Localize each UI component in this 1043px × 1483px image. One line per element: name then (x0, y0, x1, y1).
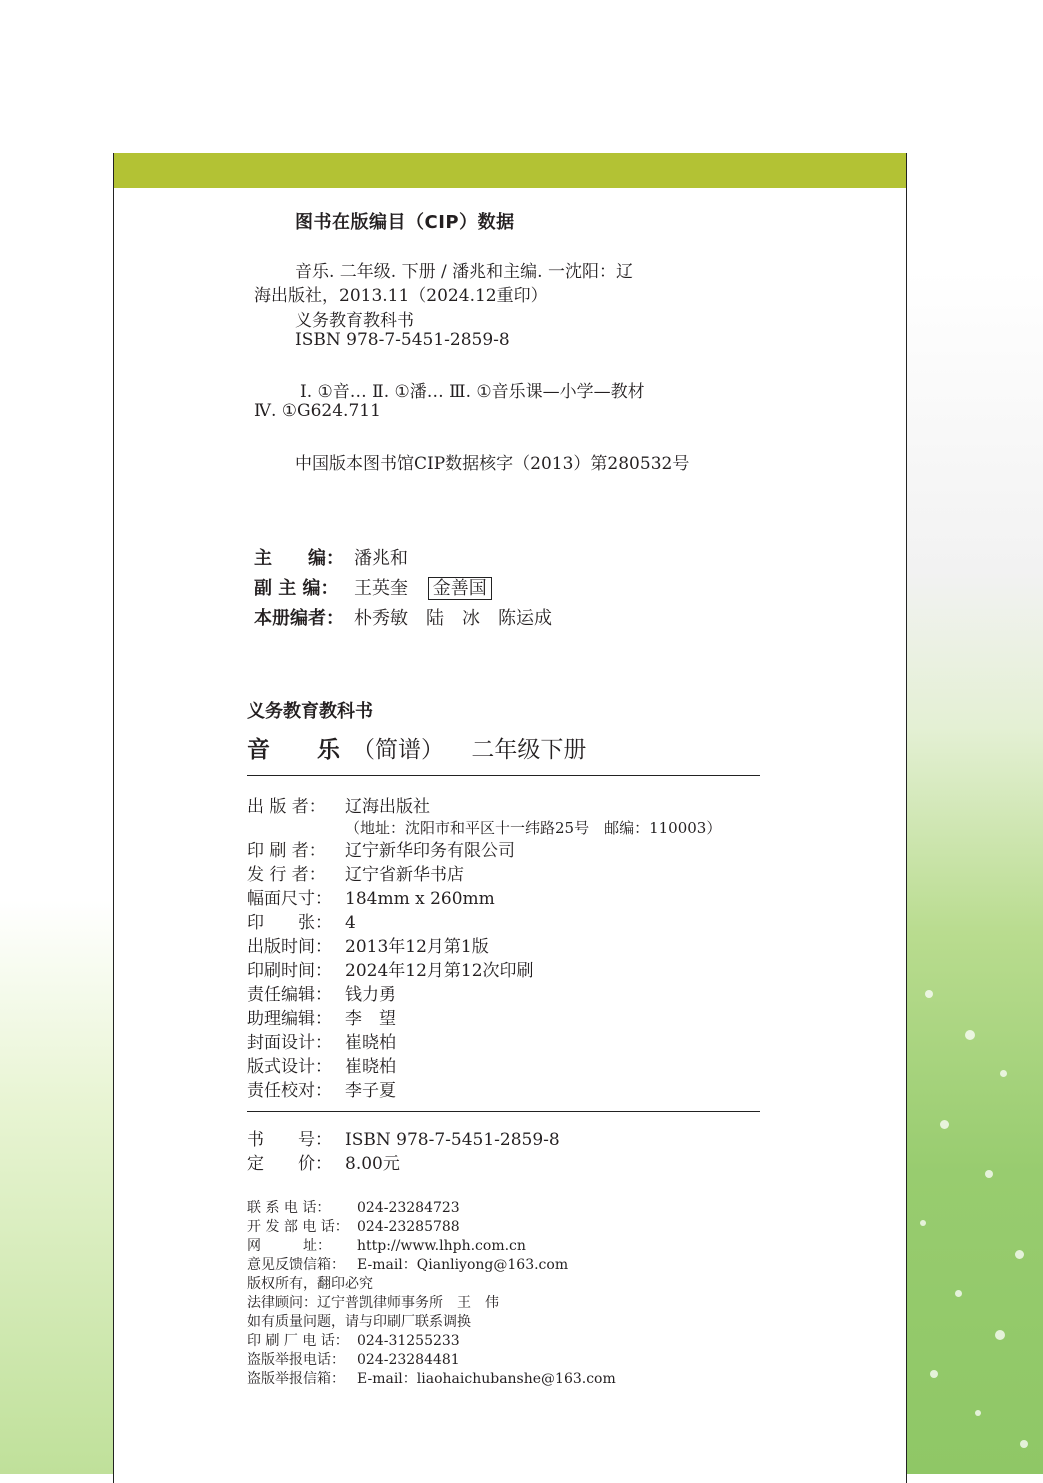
cip-line-2: 海出版社，2013.11（2024.12重印） (254, 286, 548, 306)
info-label: 助理编辑： (247, 1009, 332, 1029)
contact-row (247, 1197, 460, 1217)
contact-label: 开 发 部 电 话： (247, 1219, 349, 1235)
isbn-row (247, 1125, 560, 1150)
info-value: 2024年12月第12次印刷 (345, 961, 534, 981)
cip-line-1: 音乐. 二年级. 下册 / 潘兆和主编. 一沈阳：辽 (295, 262, 633, 282)
price-row (247, 1149, 400, 1174)
credit-chief-value: 潘兆和 (354, 548, 408, 569)
contact-value: http://www.lhph.com.cn (357, 1238, 526, 1254)
info-label: 版式设计： (247, 1057, 332, 1077)
info-row (247, 884, 495, 909)
price-value: 8.00元 (345, 1154, 400, 1174)
info-value: 4 (345, 913, 356, 933)
info-row (247, 1028, 396, 1053)
contact-value: 辽宁普凯律师事务所 王 伟 (317, 1295, 499, 1311)
info-label: 责任编辑： (247, 985, 332, 1005)
contact-row (247, 1235, 526, 1255)
info-label: 封面设计： (247, 1033, 332, 1053)
book-title (247, 731, 586, 764)
contact-label: 意见反馈信箱： (247, 1257, 345, 1273)
info-value: 辽海出版社 (345, 797, 430, 817)
info-row (247, 908, 356, 933)
credit-chief (254, 544, 408, 570)
contact-label: 盗版举报电话： (247, 1352, 345, 1368)
cip-line-3: 义务教育教科书 (295, 311, 414, 331)
credit-deputy-value-2: 金善国 (428, 577, 492, 600)
contact-value: 024-31255233 (357, 1333, 460, 1349)
info-row (247, 980, 396, 1005)
contact-label: 网 址： (247, 1238, 331, 1254)
contact-row (247, 1254, 568, 1274)
contact-row (247, 1292, 499, 1312)
contact-row (247, 1330, 460, 1350)
isbn-label: 书 号： (247, 1130, 332, 1150)
cip-line-4: ISBN 978-7-5451-2859-8 (295, 330, 510, 350)
header-band (114, 153, 906, 188)
contact-label: 印 刷 厂 电 话： (247, 1333, 349, 1349)
book-title-grade: 二年级下册 (471, 737, 587, 763)
contact-value: 如有质量问题，请与印刷厂联系调换 (247, 1314, 471, 1330)
copyright-page-card (113, 153, 907, 1483)
info-value: 184mm x 260mm (345, 889, 495, 909)
divider-2 (247, 1111, 760, 1112)
info-value: 李 望 (345, 1009, 396, 1029)
credit-editors (254, 604, 552, 630)
contact-label: 盗版举报信箱： (247, 1371, 345, 1387)
info-value: 崔晓柏 (345, 1057, 396, 1077)
contact-row (247, 1216, 460, 1236)
green-background-right (905, 270, 1043, 1474)
info-row (247, 792, 430, 817)
contact-row (247, 1349, 460, 1369)
info-value: 辽宁省新华书店 (345, 865, 464, 885)
info-label: 出版时间： (247, 937, 332, 957)
info-row (247, 956, 534, 981)
price-label: 定 价： (247, 1154, 332, 1174)
cip-line-5: Ⅰ. ①音… Ⅱ. ①潘… Ⅲ. ①音乐课—小学—教材 (300, 382, 645, 402)
credit-deputy-value-1: 王英奎 (354, 578, 408, 599)
contact-value: 024-23284723 (357, 1200, 460, 1216)
contact-value: E-mail：Qianliyong@163.com (357, 1257, 569, 1273)
divider-1 (247, 775, 760, 776)
credit-editors-value: 朴秀敏 陆 冰 陈运成 (354, 608, 552, 629)
contact-row (247, 1311, 471, 1331)
info-value: 李子夏 (345, 1081, 396, 1101)
credit-deputy (254, 574, 492, 600)
contact-value: 024-23284481 (357, 1352, 460, 1368)
info-value: 辽宁新华印务有限公司 (345, 841, 515, 861)
info-label: 发 行 者： (247, 865, 326, 885)
info-address: （地址：沈阳市和平区十一纬路25号 邮编：110003） (345, 819, 722, 837)
contact-label: 法律顾问： (247, 1295, 317, 1311)
info-label: 责任校对： (247, 1081, 332, 1101)
contact-value: 024-23285788 (357, 1219, 460, 1235)
credit-chief-label: 主 编： (254, 548, 344, 569)
info-value: 2013年12月第1版 (345, 937, 489, 957)
info-value: 崔晓柏 (345, 1033, 396, 1053)
contact-value: E-mail：liaohaichubanshe@163.com (357, 1371, 616, 1387)
info-label: 出 版 者： (247, 797, 326, 817)
info-row (247, 1076, 396, 1101)
isbn-value: ISBN 978-7-5451-2859-8 (345, 1130, 560, 1150)
credit-deputy-label: 副 主 编： (254, 578, 339, 599)
info-row (247, 932, 489, 957)
cip-title: 图书在版编目（CIP）数据 (295, 212, 515, 233)
info-row (247, 1052, 396, 1077)
info-label: 印 刷 者： (247, 841, 326, 861)
contact-label: 联 系 电 话： (247, 1200, 331, 1216)
info-label: 印 张： (247, 913, 332, 933)
contact-row (247, 1273, 373, 1293)
credit-editors-label: 本册编者： (254, 608, 344, 629)
cip-line-6: Ⅳ. ①G624.711 (254, 401, 381, 421)
info-label: 幅面尺寸： (247, 889, 332, 909)
info-value: 钱力勇 (345, 985, 396, 1005)
info-row (247, 836, 515, 861)
book-title-sub: （简谱） (352, 737, 444, 763)
contact-row (247, 1368, 616, 1388)
info-label: 印刷时间： (247, 961, 332, 981)
book-title-main: 音 乐 (247, 737, 352, 763)
info-row (247, 860, 464, 885)
contact-value: 版权所有，翻印必究 (247, 1276, 373, 1292)
cip-line-7: 中国版本图书馆CIP数据核字（2013）第280532号 (295, 454, 690, 474)
info-row (247, 1004, 396, 1029)
series-name: 义务教育教科书 (247, 701, 373, 722)
